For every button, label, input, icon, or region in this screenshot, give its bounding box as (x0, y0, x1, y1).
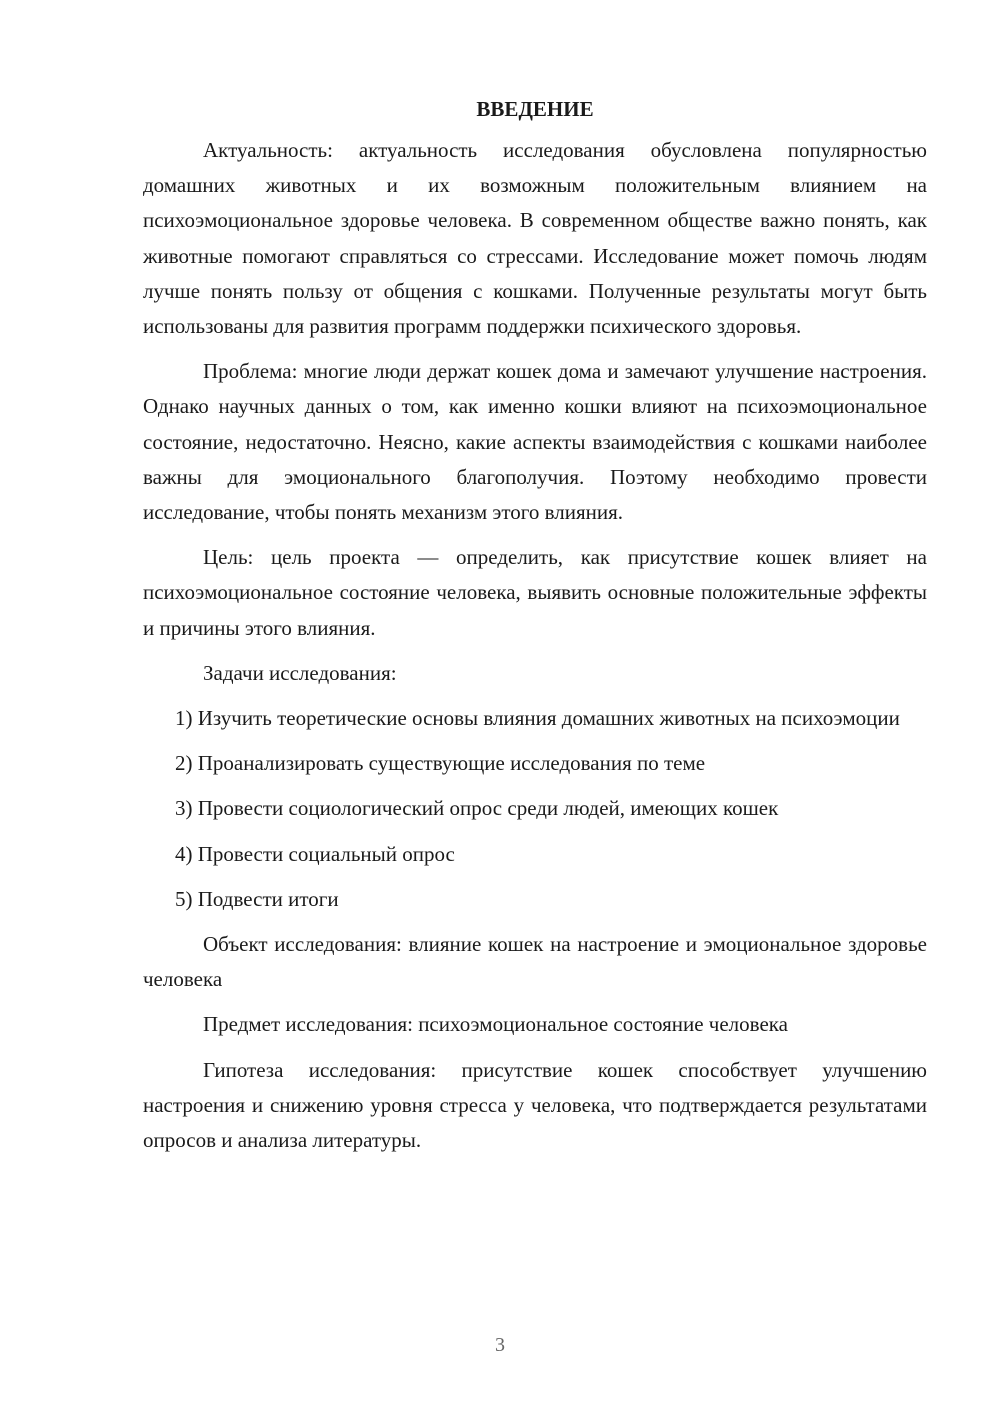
subject-paragraph: Предмет исследования: психоэмоциональное состояние человека (203, 1012, 788, 1037)
page-number: 3 (495, 1334, 505, 1356)
section-title: ВВЕДЕНИЕ (476, 97, 594, 121)
relevance-paragraph: Актуальность: актуальность исследования обусловлена популярностью домашних животных и их возможным положительным влиянием на психоэмоциональное здоровье человека. В современном обществе важно понять, как животные помогают справляться со стрессами. Исследование может помочь людям лучше понять пользу от общения с кошками. Полученные результаты могут быть использованы для развития программ поддержки психического здоровья. (143, 138, 927, 339)
document-page (143, 92, 927, 1158)
task-item: 3) Провести социологический опрос среди людей, имеющих кошек (175, 796, 779, 821)
task-item: 5) Подвести итоги (175, 886, 339, 911)
task-item: 4) Провести социальный опрос (175, 841, 455, 866)
task-item: 1) Изучить теоретические основы влияния домашних животных на психоэмоции (175, 706, 900, 731)
tasks-list (143, 701, 927, 917)
hypothesis-paragraph: Гипотеза исследования: присутствие кошек способствует улучшению настроения и снижению уровня стресса у человека, что подтверждается результатами опросов и анализа литературы. (143, 1057, 927, 1153)
object-paragraph: Объект исследования: влияние кошек на настроение и эмоциональное здоровье человека (143, 932, 927, 992)
task-item: 2) Проанализировать существующие исследования по теме (175, 751, 706, 776)
tasks-heading: Задачи исследования: (203, 660, 397, 685)
goal-paragraph: Цель: цель проекта — определить, как присутствие кошек влияет на психоэмоциональное состояние человека, выявить основные положительные эффекты и причины этого влияния. (143, 545, 927, 640)
problem-paragraph: Проблема: многие люди держат кошек дома и замечают улучшение настроения. Однако научных данных о том, как именно кошки влияют на психоэмоциональное состояние, недостаточно. Неясно, какие аспекты взаимодействия с кошками наиболее важны для эмоционального благополучия. Поэтому необходимо провести исследование, чтобы понять механизм этого влияния. (143, 359, 927, 525)
